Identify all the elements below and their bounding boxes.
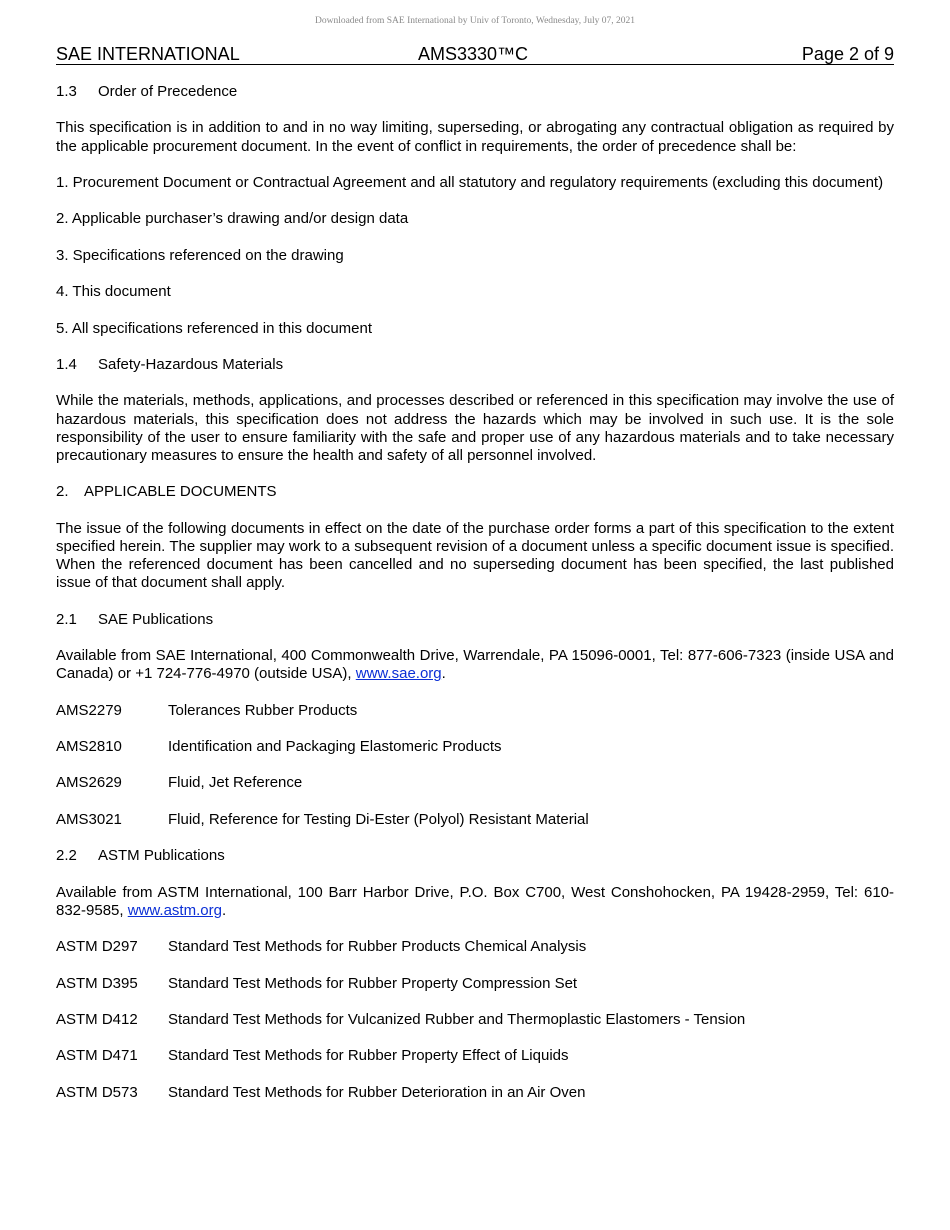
reference-code: AMS2810 [56, 738, 122, 756]
reference-row [56, 738, 894, 756]
section-heading-1-3 [56, 83, 894, 101]
section-title: Order of Precedence [98, 83, 238, 100]
reference-row [56, 1011, 894, 1029]
header-org: SAE INTERNATIONAL [56, 44, 240, 64]
list-item: 5. All specifications referenced in this document [56, 319, 373, 337]
section-number: 1.3 [56, 83, 77, 100]
astm-website-link[interactable]: www.astm.org [127, 901, 222, 919]
reference-code: ASTM D573 [56, 1083, 138, 1101]
sae-availability-paragraph [56, 647, 894, 683]
section-heading-2 [56, 483, 894, 501]
header-doc-id: AMS3330™C [418, 44, 529, 64]
reference-row [56, 702, 894, 720]
reference-title: Fluid, Reference for Testing Di-Ester (Polyol) Resistant Material [168, 810, 589, 828]
safety-paragraph: While the materials, methods, applications, and processes described or referenced in this specification may involve the use of hazardous materials, this specification does not address the hazards which may be involved in such use. It is the sole responsibility of the user to ensure familiarity with the safe and proper use of any hazardous materials and to take necessary precautionary measures to ensure the health and safety of all personnel involved. [56, 392, 894, 464]
reference-code: AMS2279 [56, 701, 122, 719]
availability-text: Available from SAE International, 400 Commonwealth Drive, Warrendale, PA 15096-0001, Tel: 877-606-7323 (inside USA and Canada) or +1 724-776-4970 (outside USA), [56, 647, 894, 683]
list-item: 3. Specifications referenced on the drawing [56, 246, 344, 264]
document-body [56, 83, 894, 1120]
reference-title: Fluid, Jet Reference [168, 774, 303, 792]
reference-row [56, 938, 894, 956]
section-title: SAE Publications [98, 610, 214, 628]
reference-row [56, 975, 894, 993]
reference-title: Identification and Packaging Elastomeric Products [168, 738, 502, 756]
download-watermark: Downloaded from SAE International by Univ of Toronto, Wednesday, July 07, 2021 [314, 16, 636, 26]
reference-code: ASTM D297 [56, 938, 138, 956]
section-heading-2-1 [56, 611, 894, 629]
header-page-number: Page 2 of 9 [801, 44, 894, 64]
section-number: 2. [56, 483, 69, 501]
reference-title: Standard Test Methods for Rubber Property Compression Set [168, 974, 578, 992]
page-header [56, 44, 894, 65]
applicable-documents-paragraph: The issue of the following documents in effect on the date of the purchase order forms a part of this specification to the extent specified herein. The supplier may work to a subsequent revision of a document unless a specific document issue is specified. When the referenced document has been cancelled and no superseding document has been specified, the last published issue of that document shall apply. [56, 519, 894, 592]
reference-code: AMS2629 [56, 774, 122, 792]
list-item: 2. Applicable purchaser’s drawing and/or design data [56, 210, 409, 228]
list-item: 4. This document [56, 283, 171, 301]
section-number: 2.1 [56, 610, 77, 628]
section-heading-2-2 [56, 847, 894, 865]
section-heading-1-4 [56, 356, 894, 374]
reference-title: Tolerances Rubber Products [168, 701, 358, 719]
reference-title: Standard Test Methods for Rubber Property Effect of Liquids [168, 1047, 569, 1065]
period: . [441, 665, 446, 683]
reference-code: ASTM D395 [56, 974, 138, 992]
astm-availability-paragraph [56, 884, 894, 920]
availability-text: Available from ASTM International, 100 Barr Harbor Drive, P.O. Box C700, West Conshohocken, PA 19428-2959, Tel: 610-832-9585, [56, 883, 894, 919]
reference-row [56, 811, 894, 829]
list-item: 1. Procurement Document or Contractual Agreement and all statutory and regulatory requirements (excluding this document) [56, 173, 884, 191]
section-number: 1.4 [56, 355, 77, 373]
sae-website-link[interactable]: www.sae.org [355, 665, 442, 683]
section-title: ASTM Publications [98, 847, 225, 865]
reference-title: Standard Test Methods for Rubber Deterioration in an Air Oven [168, 1083, 586, 1101]
period: . [221, 901, 227, 919]
section-title: Safety-Hazardous Materials [98, 355, 284, 373]
reference-row [56, 1047, 894, 1065]
reference-code: ASTM D412 [56, 1011, 138, 1029]
precedence-paragraph: This specification is in addition to and in no way limiting, superseding, or abrogating any contractual obligation as required by the applicable procurement document. In the event of conflict in requirements, the order of precedence shall be: [56, 119, 894, 155]
section-number: 2.2 [56, 847, 77, 865]
reference-code: ASTM D471 [56, 1047, 138, 1065]
section-title: APPLICABLE DOCUMENTS [84, 483, 277, 501]
reference-title: Standard Test Methods for Vulcanized Rubber and Thermoplastic Elastomers - Tension [168, 1011, 746, 1029]
reference-title: Standard Test Methods for Rubber Products Chemical Analysis [168, 938, 587, 956]
reference-row [56, 1084, 894, 1102]
reference-code: AMS3021 [56, 810, 122, 828]
reference-row [56, 774, 894, 792]
